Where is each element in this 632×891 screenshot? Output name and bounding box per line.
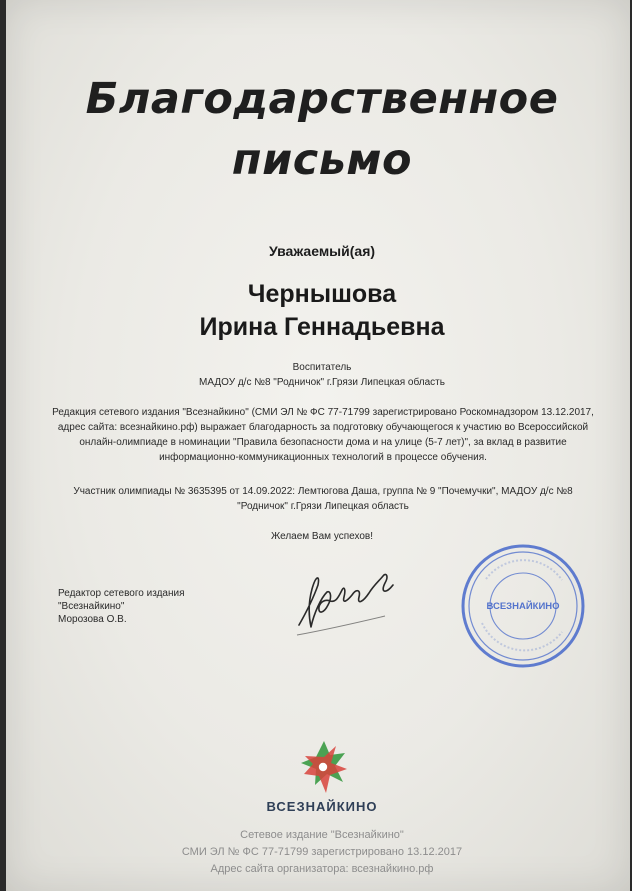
stamp-text: ВСЕЗНАЙКИНО bbox=[486, 601, 560, 612]
recipient-name: Ирина Геннадьевна bbox=[199, 313, 445, 341]
wishes: Желаем Вам успехов! bbox=[270, 531, 374, 542]
title-line-2: письмо bbox=[231, 135, 413, 185]
participant-paragraph: Участник олимпиады № 3635395 от 14.09.2022: Лемтюгова Даша, группа № 9 "Почемучки", МАДОУ д/с №8 "Родничок" г.Грязи Липецкая область bbox=[73, 486, 573, 512]
editor-line-3: Морозова О.В. bbox=[58, 614, 127, 625]
recipient-surname: Чернышова bbox=[247, 280, 397, 308]
editor-line-2: "Всезнайкино" bbox=[58, 601, 125, 612]
certificate-sheet bbox=[6, 0, 630, 891]
title-line-1: Благодарственное bbox=[85, 74, 559, 124]
recipient-position: Воспитатель bbox=[292, 362, 352, 373]
editor-line-1: Редактор сетевого издания bbox=[58, 588, 185, 599]
editor-block bbox=[58, 587, 184, 626]
footer-line-3: Адрес сайта организатора: всезнайкино.рф bbox=[210, 863, 434, 875]
brand-name: ВСЕЗНАЙКИНО bbox=[266, 799, 378, 814]
footer-line-2: СМИ ЭЛ № ФС 77-71799 зарегистрировано 13.12.2017 bbox=[181, 846, 463, 858]
greeting: Уважаемый(ая) bbox=[268, 243, 376, 259]
gratitude-paragraph: Редакция сетевого издания "Всезнайкино" (СМИ ЭЛ № ФС 77-71799 зарегистрировано Роскомнадзором 13.12.2017, адрес сайта: всезнайкино.рф) выражает благодарность за подготовку обучающегося к участию во Всероссийской онлайн-олимпиаде в номинации "Правила безопасности дома и на улице (5-7 лет)", за вклад в развитие информационно-коммуникационных технологий в процессе обучения. bbox=[52, 407, 594, 463]
vsezhaykino-logo bbox=[291, 738, 355, 798]
recipient-organization: МАДОУ д/с №8 "Родничок" г.Грязи Липецкая область bbox=[199, 377, 445, 388]
publisher-stamp bbox=[458, 541, 588, 671]
footer-line-1: Сетевое издание "Всезнайкино" bbox=[240, 829, 404, 841]
signature-image bbox=[289, 555, 399, 645]
